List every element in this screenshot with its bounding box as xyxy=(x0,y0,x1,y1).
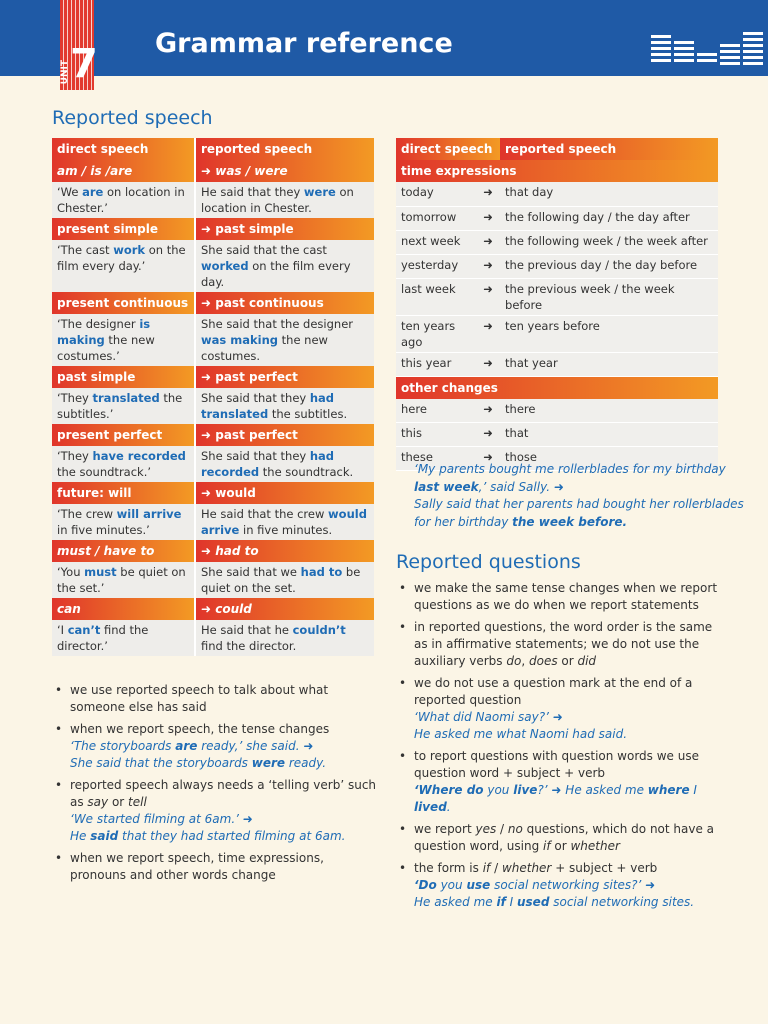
example-direct xyxy=(52,504,195,540)
example-text: had to xyxy=(300,565,343,579)
subheader-row xyxy=(396,160,718,182)
example-text: ‘We xyxy=(57,185,83,199)
tense-header-row xyxy=(52,424,374,446)
example-text: ‘You xyxy=(57,565,85,579)
tense-direct: must / have to xyxy=(52,540,195,562)
table-row xyxy=(396,182,718,206)
example-text: on the film every day.’ xyxy=(57,243,186,273)
example-text: the soundtrack. xyxy=(259,465,354,479)
example-text: must xyxy=(84,565,117,579)
arrow-icon: ➜ xyxy=(476,278,500,315)
example-text: She said that the cast xyxy=(201,243,327,257)
arrow-icon: ➜ xyxy=(476,206,500,230)
table-row xyxy=(396,315,718,352)
example-reported xyxy=(195,562,374,598)
cell-reported: that xyxy=(500,423,718,447)
cell-reported: there xyxy=(500,399,718,423)
col-header-reported: reported speech xyxy=(500,138,718,160)
tense-header-row xyxy=(52,482,374,504)
tense-direct: can xyxy=(52,598,195,620)
example-text: He said that the crew xyxy=(201,507,329,521)
example-text: are xyxy=(82,185,104,199)
example-text: was making xyxy=(201,333,278,347)
example-text: ‘I xyxy=(57,623,68,637)
table-row xyxy=(396,399,718,423)
arrow-icon: ➜ xyxy=(476,447,500,471)
list-item: • to report questions with question words we use question word + subject + verb ‘Where do you live?’ ➜ He asked me where I lived. xyxy=(396,748,726,816)
tense-header-row xyxy=(52,366,374,388)
example-text: He said that they xyxy=(201,185,304,199)
tense-direct: present simple xyxy=(52,218,195,240)
example-text: translated xyxy=(92,391,160,405)
tense-reported: ➜ had to xyxy=(195,540,374,562)
example-row xyxy=(52,620,374,656)
example-text: the new costumes. xyxy=(201,333,328,363)
example-text: ‘The designer xyxy=(57,317,140,331)
unit-label: UNIT xyxy=(60,60,70,85)
example-text: on location in Chester. xyxy=(201,185,354,215)
example-row xyxy=(52,182,374,218)
unit-number: 7 xyxy=(70,41,98,87)
example-direct xyxy=(52,446,195,482)
table-row xyxy=(396,206,718,230)
left-bullet-list xyxy=(52,682,382,889)
tense-direct: present perfect xyxy=(52,424,195,446)
example-row xyxy=(52,240,374,292)
cell-direct: these xyxy=(396,447,476,471)
example-text: She said that they xyxy=(201,449,310,463)
example-text: on the film every day. xyxy=(201,259,351,289)
example-text: the soundtrack.’ xyxy=(57,465,152,479)
example-text: were xyxy=(303,185,336,199)
equalizer-icon xyxy=(651,32,763,65)
cell-direct: today xyxy=(396,182,476,206)
tense-header-row xyxy=(52,218,374,240)
table-row xyxy=(396,230,718,254)
cell-reported: the following day / the day after xyxy=(500,206,718,230)
example-text: find the director.’ xyxy=(57,623,149,653)
cell-reported: the previous week / the week before xyxy=(500,278,718,315)
list-item: • when we report speech, time expressions, pronouns and other words change xyxy=(52,850,382,884)
example-text: She said that they xyxy=(201,391,310,405)
example-reported xyxy=(195,620,374,656)
tense-reported: ➜ would xyxy=(195,482,374,504)
example-reported xyxy=(195,240,374,292)
example-text: She said that we xyxy=(201,565,301,579)
example-text: work xyxy=(113,243,146,257)
example-text: had recorded xyxy=(201,449,335,479)
example-direct xyxy=(52,388,195,424)
table-row xyxy=(396,423,718,447)
example-text: worked xyxy=(201,259,249,273)
list-item: • reported speech always needs a ‘telling verb’ such as say or tell ‘We started filming at 6am.’ ➜ He said that they had started filming at 6am. xyxy=(52,777,382,845)
table-row xyxy=(396,352,718,376)
tense-reported: ➜ past simple xyxy=(195,218,374,240)
example-text: on location in Chester.’ xyxy=(57,185,185,215)
right-bullet-list xyxy=(396,580,726,916)
cell-direct: ten years ago xyxy=(396,315,476,352)
example-text: in five minutes.’ xyxy=(57,523,150,537)
section-title-reported-speech: Reported speech xyxy=(52,107,213,129)
example-text: the new costumes.’ xyxy=(57,333,155,363)
table-row xyxy=(396,278,718,315)
example-text: ‘The cast xyxy=(57,243,114,257)
example-text: ‘They xyxy=(57,391,93,405)
tense-reported: ➜ past continuous xyxy=(195,292,374,314)
cell-reported: that day xyxy=(500,182,718,206)
cell-direct: this xyxy=(396,423,476,447)
section-title-reported-questions: Reported questions xyxy=(396,551,581,573)
arrow-icon: ➜ xyxy=(476,230,500,254)
cell-reported: that year xyxy=(500,352,718,376)
cell-direct: this year xyxy=(396,352,476,376)
tense-header-row xyxy=(52,540,374,562)
example-direct xyxy=(52,314,195,366)
example-text: She said that the designer xyxy=(201,317,353,331)
example-text: be quiet on the set. xyxy=(201,565,361,595)
cell-reported: the following week / the week after xyxy=(500,230,718,254)
example-text: would arrive xyxy=(201,507,367,537)
example-text: can’t xyxy=(67,623,101,637)
header-banner xyxy=(0,0,768,87)
example-quote: ‘My parents bought me rollerblades for my birthday last week,’ said Sally. ➜ Sally said that her parents had bought her rollerblades for her birthday the week before. xyxy=(414,462,744,529)
tense-direct: future: will xyxy=(52,482,195,504)
cell-reported: the previous day / the day before xyxy=(500,254,718,278)
cell-direct: next week xyxy=(396,230,476,254)
example-direct xyxy=(52,620,195,656)
subheader: other changes xyxy=(396,376,718,399)
list-item: • we use reported speech to talk about what someone else has said xyxy=(52,682,382,716)
example-row xyxy=(52,388,374,424)
list-item: • we make the same tense changes when we report questions as we do when we report statements xyxy=(396,580,726,614)
tense-header-row xyxy=(52,160,374,182)
tense-reported: ➜ was / were xyxy=(195,160,374,182)
list-item: • the form is if / whether + subject + verb ‘Do you use social networking sites?’ ➜ He asked me if I used social networking sites. xyxy=(396,860,726,911)
example-text: will arrive xyxy=(116,507,182,521)
cell-reported: ten years before xyxy=(500,315,718,352)
example-text: the subtitles.’ xyxy=(57,391,183,421)
example-text: is making xyxy=(57,317,151,347)
arrow-icon: ➜ xyxy=(476,254,500,278)
cell-direct: last week xyxy=(396,278,476,315)
example-direct xyxy=(52,182,195,218)
example-text: ‘They xyxy=(57,449,93,463)
list-item: • we do not use a question mark at the end of a reported question ‘What did Naomi say?’ ➜ He asked me what Naomi had said. xyxy=(396,675,726,743)
col-header-direct: direct speech xyxy=(396,138,500,160)
reported-speech-table xyxy=(52,138,374,656)
list-item: • we report yes / no questions, which do not have a question word, using if or whether xyxy=(396,821,726,855)
list-item: • in reported questions, the word order is the same as in affirmative statements; we do not use the auxiliary verbs do, does or did xyxy=(396,619,726,670)
arrow-icon: ➜ xyxy=(476,423,500,447)
arrow-icon: ➜ xyxy=(476,352,500,376)
example-reported xyxy=(195,504,374,540)
example-text: ‘The crew xyxy=(57,507,117,521)
example-row xyxy=(52,504,374,540)
example-text: He said that he xyxy=(201,623,293,637)
example-text: in five minutes. xyxy=(239,523,333,537)
tense-header-row xyxy=(52,598,374,620)
example-reported xyxy=(195,314,374,366)
example-text: had translated xyxy=(201,391,335,421)
arrow-icon: ➜ xyxy=(476,182,500,206)
example-direct xyxy=(52,562,195,598)
table-row xyxy=(396,254,718,278)
cell-direct: here xyxy=(396,399,476,423)
time-expressions-table xyxy=(396,138,718,471)
cell-direct: tomorrow xyxy=(396,206,476,230)
example-reported xyxy=(195,182,374,218)
arrow-icon: ➜ xyxy=(476,315,500,352)
cell-reported: those xyxy=(500,447,718,471)
list-item: • when we report speech, the tense changes ‘The storyboards are ready,’ she said. ➜ She said that the storyboards were ready. xyxy=(52,721,382,772)
page-title: Grammar reference xyxy=(155,28,453,59)
example-row xyxy=(52,446,374,482)
tense-direct: am / is /are xyxy=(52,160,195,182)
subheader: time expressions xyxy=(396,160,718,182)
example-text: find the director. xyxy=(201,639,297,653)
example-text: the subtitles. xyxy=(268,407,348,421)
example-text: couldn’t xyxy=(292,623,346,637)
example-text: have recorded xyxy=(92,449,186,463)
example-text: be quiet on the set.’ xyxy=(57,565,186,595)
col-header-direct: direct speech xyxy=(52,138,195,160)
example-direct xyxy=(52,240,195,292)
table-header-row xyxy=(52,138,374,160)
tense-header-row xyxy=(52,292,374,314)
example-reported xyxy=(195,446,374,482)
subheader-row xyxy=(396,376,718,399)
tense-reported: ➜ past perfect xyxy=(195,366,374,388)
example-reported xyxy=(195,388,374,424)
example-row xyxy=(52,314,374,366)
tense-direct: past simple xyxy=(52,366,195,388)
arrow-icon: ➜ xyxy=(476,399,500,423)
tense-reported: ➜ could xyxy=(195,598,374,620)
col-header-reported: reported speech xyxy=(195,138,374,160)
tense-direct: present continuous xyxy=(52,292,195,314)
example-row xyxy=(52,562,374,598)
tense-reported: ➜ past perfect xyxy=(195,424,374,446)
table-header-row xyxy=(396,138,718,160)
cell-direct: yesterday xyxy=(396,254,476,278)
